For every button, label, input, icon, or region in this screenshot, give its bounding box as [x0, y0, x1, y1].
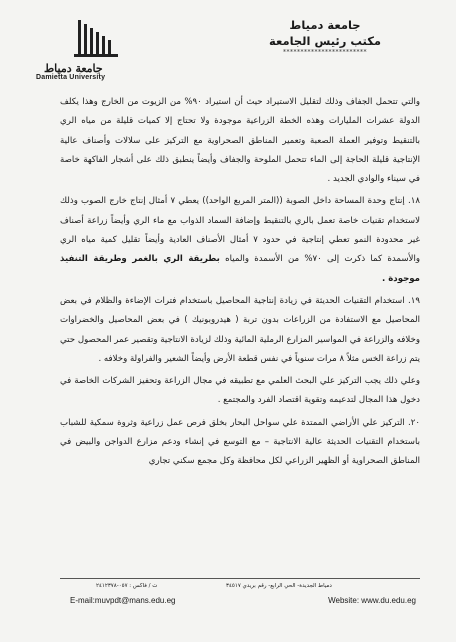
- paragraph: [60, 192, 420, 288]
- paragraph: ٢٠. التركيز علي الأراضي الممتدة علي سواحل البحار بخلق فرص عمل زراعية وثروة سمكية للشباب باستخدام التقنيات الحديثة عالية الانتاجية – مع التوسع في إنشاء ودعم مزارع الدواجن والبيض في المناطق الصحراوية أو الظهير الزراعي لكل محافظة وكل مجمع سكني تجاري: [60, 417, 420, 467]
- letterhead-divider: ************************: [283, 49, 367, 56]
- footer-phone: ت / فاكس : ٠٥٧-٢٤١٢٣٧٨: [96, 583, 158, 589]
- paragraph-text: ١٨. إنتاج وحدة المساحة داخل الصوبة ((المتر المربع الواحد)) يعطي ٧ أمثال إنتاج خارج الصوب وذلك لاستخدام تقنيات خاصة تعمل بالري بالتنقيط وإضافة السماد الذواب مع ماء الري وأيضاً زراعة أصناف غير محدودة النمو تعطي إنتاجية في حدود ٧ أمثال الأصناف العادية وأيضاً تقليل كمية مياه الري والأسمدة كما ذكرت إلى ٧٠% من الأسمدة والمياه: [60, 196, 420, 265]
- letterhead-university: جامعة دمياط: [289, 18, 361, 32]
- logo-mark-icon: [38, 14, 138, 62]
- university-name-arabic: جامعة دمياط: [44, 62, 103, 75]
- paragraph-bold-text: بطريقة الري بالغمر وطريقة التنفيذ موجودة .: [60, 254, 420, 284]
- footer-email: E-mail:muvpdt@mans.edu.eg: [70, 596, 176, 605]
- letterhead-office: مكتب رئيس الجامعة: [268, 34, 382, 48]
- letterhead-title: [250, 18, 400, 56]
- footer-address: دمياط الجديدة- الحي الرابع- رقم بريدي ٣٤٥١٧: [226, 583, 332, 589]
- document-body: [60, 93, 420, 472]
- paragraph: وعلي ذلك يجب التركيز علي البحث العلمي مع تطبيقه في مجال الزراعة وتحفيز الشركات الخاصة في دخول هذا المجال لتدعيمه وتقوية اقتصاد الفرد والمجتمع .: [60, 376, 420, 406]
- footer-divider: [60, 578, 420, 579]
- paragraph: ١٩. استخدام التقنيات الحديثة في زيادة إنتاجية المحاصيل باستخدام فترات الإضاءة والظلام في بعض المحاصيل مع الاستفادة من الزراعات بدون تربة ( هيدروبونيك ) في بعض المحاصيل والخضراوات وخلافه والزراعة في المواسير المزارع الرملية المائية وذلك لزيادة الانتاجية وتقصير عمر المحصول حتي يتم زراعة الخس مثلاً ٨ مرات سنوياً في نفس قطعة الأرض وأيضاً الشعير والفراولة وخلافه .: [60, 295, 420, 364]
- paragraph: والتي تتحمل الجفاف وذلك لتقليل الاستيراد حيث أن استيراد ٩٠% من الزيوت من الخارج وهذا يكلف الدولة عشرات المليارات وهذه الخطة الزراعية موجودة ولا تحتاج إلا كميات قليلة من مياه الري بالتنقيط وتوفير العملة الصعبة وتعمير المناطق الصحراوية مع التركيز على سلالات وأصناف عالية الإنتاجية قليلة الحاجة إلى الماء تتحمل الملوحة والجفاف وأيضاً ينطبق ذلك على أشجار الفاكهة خاصة في سيناء والوادي الجديد .: [60, 97, 421, 185]
- footer-website: Website: www.du.edu.eg: [328, 596, 416, 605]
- university-name-english: Damietta University: [36, 74, 106, 81]
